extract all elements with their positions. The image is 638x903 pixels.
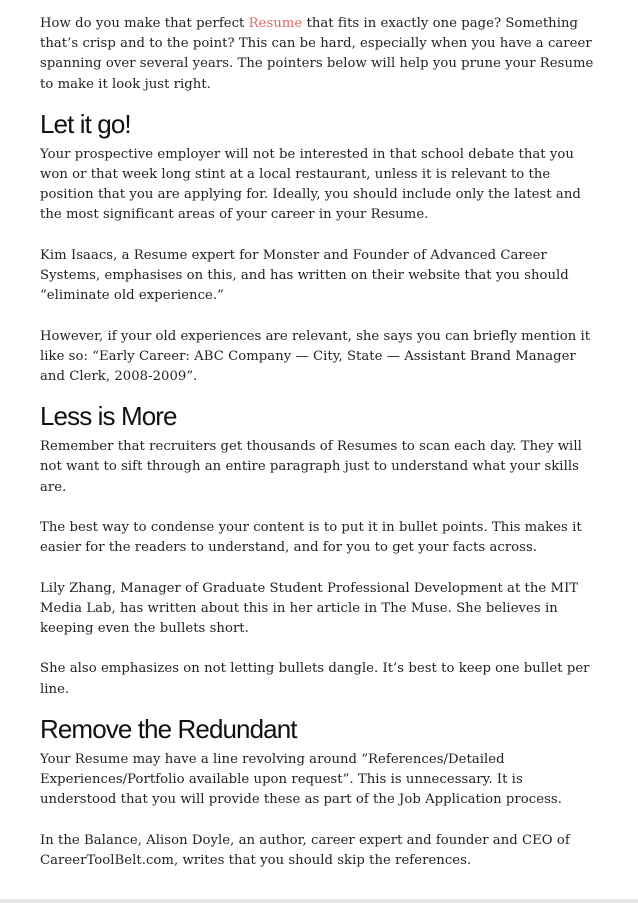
section-3-paragraph-2: In the Balance, Alison Doyle, an author, career expert and founder and CEO of CareerToolBelt.com, writes that you should skip the references.	[40, 832, 570, 868]
section-2-paragraph-1: Remember that recruiters get thousands of Resumes to scan each day. They will not want to sift through an entire paragraph just to understand what your skills are.	[40, 439, 582, 495]
section-1-paragraph-2: Kim Isaacs, a Resume expert for Monster and Founder of Advanced Career Systems, emphasises on this, and has written on their website that you should “eliminate old experience.”	[40, 247, 569, 304]
section-1-paragraph-3: However, if your old experiences are relevant, she says you can briefly mention it like so: “Early Career: ABC Company — City, State — Assistant Brand Manager and Clerk, 2008-2009”.	[40, 328, 591, 385]
page-bottom-divider	[0, 899, 638, 903]
section-3-paragraph-1: Your Resume may have a line revolving around “References/Detailed Experiences/Portfolio available upon request”. This is unnecessary. It is understood that you will provide these as part of the Job Application process.	[40, 751, 562, 808]
intro-paragraph	[40, 14, 602, 95]
section-2-paragraph-3: Lily Zhang, Manager of Graduate Student Professional Development at the MIT Media Lab, has written about this in her article in The Muse. She believes in keeping even the bullets short.	[40, 580, 579, 637]
section-heading-let-it-go: Let it go!	[40, 108, 131, 139]
section-heading-remove-the-redundant: Remove the Redundant	[40, 713, 297, 744]
section-2-paragraph-2: The best way to condense your content is to put it in bullet points. This makes it easier for the readers to understand, and for you to get your facts across.	[40, 520, 582, 556]
intro-text-after-link: that fits in exactly one page? Something that’s crisp and to the point? This can be hard, especially when you have a career spanning over several years. The pointers below will help you prune your Resume to make it look just right.	[40, 16, 594, 92]
section-1-paragraph-1: Your prospective employer will not be interested in that school debate that you won or that week long stint at a local restaurant, unless it is relevant to the position that you are applying for. Ideally, you should include only the latest and the most significant areas of your career in your Resume.	[40, 146, 581, 223]
document-page	[40, 14, 602, 871]
section-heading-less-is-more: Less is More	[40, 401, 177, 432]
resume-link[interactable]: Resume	[248, 16, 303, 31]
section-2-paragraph-4: She also emphasizes on not letting bullets dangle. It’s best to keep one bullet per line.	[40, 661, 590, 697]
intro-text-before-link: How do you make that perfect	[40, 16, 249, 31]
